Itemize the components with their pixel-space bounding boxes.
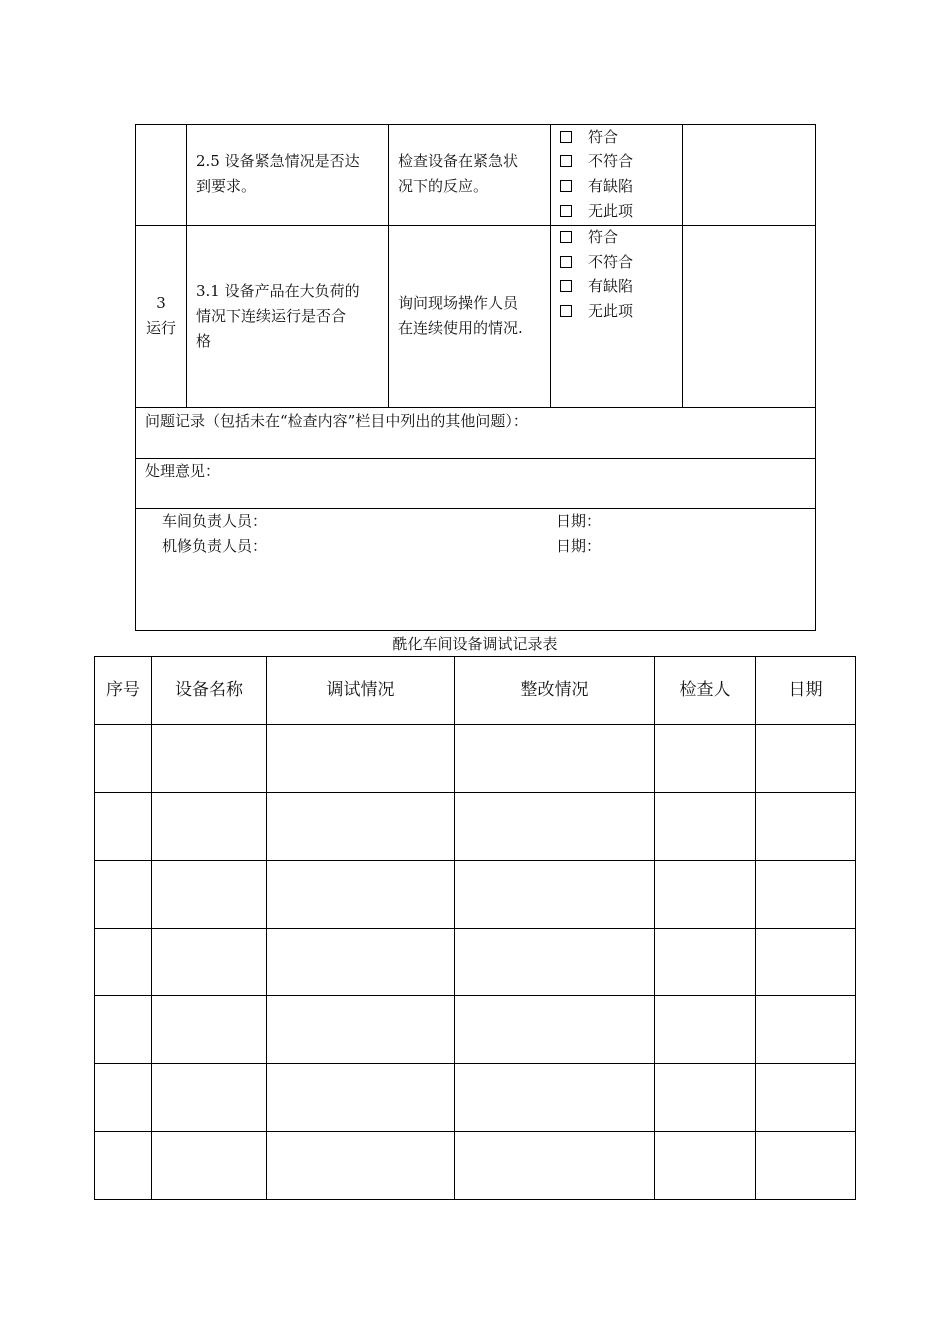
- table-row[interactable]: [95, 996, 855, 1063]
- table-row[interactable]: [95, 1132, 855, 1199]
- inspection-method: 询问现场操作人员 在连续使用的情况.: [398, 294, 523, 337]
- checkbox-icon[interactable]: [560, 231, 572, 243]
- option-not-applicable[interactable]: 无此项: [560, 299, 633, 324]
- inspection-method: 检查设备在紧急状 况下的反应。: [398, 152, 519, 195]
- checkbox-icon[interactable]: [560, 131, 572, 143]
- table-row[interactable]: [95, 725, 855, 792]
- header-serial-number: 序号: [106, 680, 140, 700]
- checkbox-icon[interactable]: [560, 305, 572, 317]
- option-conform[interactable]: 符合: [560, 225, 618, 250]
- date-label: 日期：: [556, 512, 602, 530]
- option-conform[interactable]: 符合: [560, 125, 618, 150]
- option-defective[interactable]: 有缺陷: [560, 274, 633, 299]
- table-row[interactable]: [95, 793, 855, 860]
- option-defective[interactable]: 有缺陷: [560, 174, 633, 199]
- checkbox-icon[interactable]: [560, 205, 572, 217]
- date-label: 日期：: [556, 537, 602, 555]
- inspection-item: 3.1 设备产品在大负荷的 情况下连续运行是否合 格: [196, 282, 360, 350]
- debug-table-title: 酰化车间设备调试记录表: [392, 635, 558, 653]
- checkbox-icon[interactable]: [560, 155, 572, 167]
- table-row[interactable]: [95, 1064, 855, 1131]
- checkbox-icon[interactable]: [560, 256, 572, 268]
- header-debug-status: 调试情况: [326, 680, 395, 700]
- item-number: 3 运行: [145, 294, 176, 337]
- header-date: 日期: [788, 680, 823, 700]
- workshop-responsible-label: 车间负责人员：: [162, 512, 268, 530]
- option-nonconform[interactable]: 不符合: [560, 149, 633, 174]
- option-not-applicable[interactable]: 无此项: [560, 199, 633, 224]
- maintenance-responsible-label: 机修负责人员：: [162, 537, 268, 555]
- option-nonconform[interactable]: 不符合: [560, 250, 633, 275]
- problem-record-label: 问题记录（包括未在“检查内容”栏目中列出的其他问题）：: [145, 412, 528, 430]
- table-row[interactable]: [95, 929, 855, 995]
- inspection-item: 2.5 设备紧急情况是否达 到要求。: [196, 152, 360, 195]
- checkbox-icon[interactable]: [560, 180, 572, 192]
- checkbox-icon[interactable]: [560, 280, 572, 292]
- header-rectification-status: 整改情况: [520, 680, 589, 700]
- handling-opinion-label: 处理意见：: [145, 462, 221, 480]
- header-equipment-name: 设备名称: [175, 680, 243, 700]
- table-row[interactable]: [95, 861, 855, 928]
- header-inspector: 检查人: [679, 680, 731, 700]
